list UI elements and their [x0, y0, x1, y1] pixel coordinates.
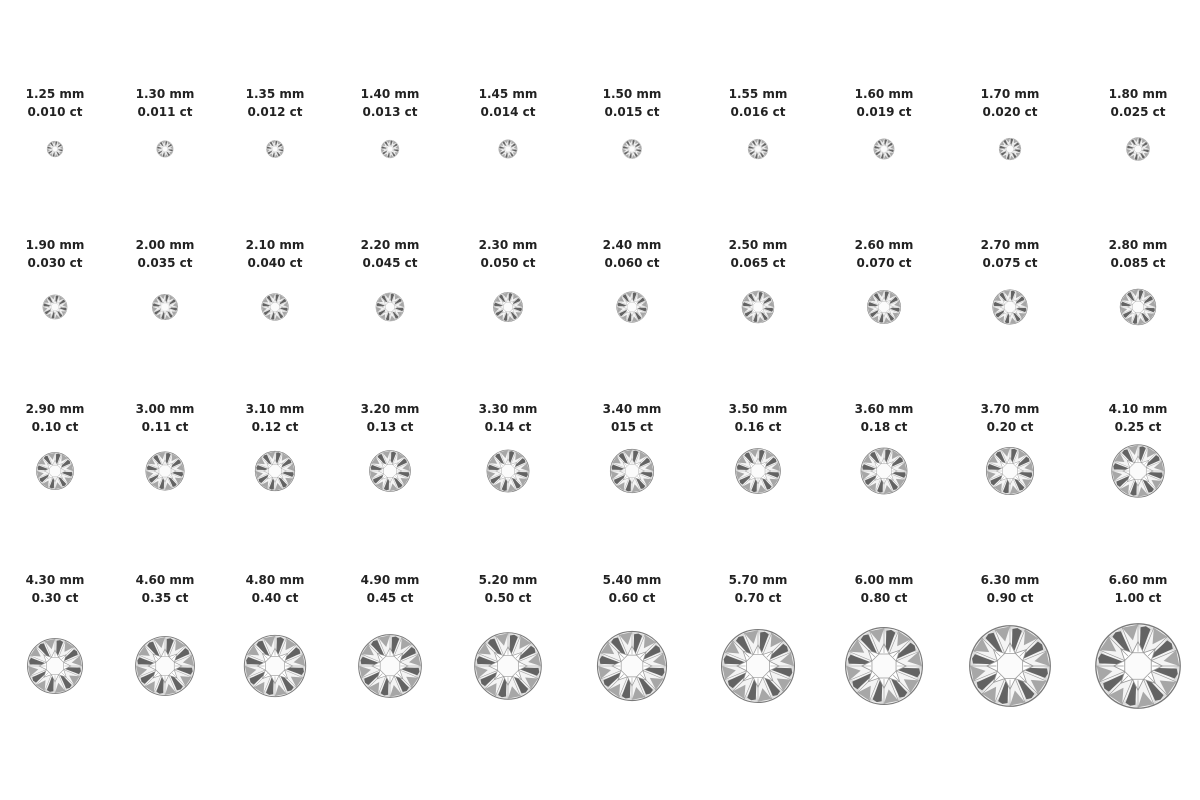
- diameter-label: 1.30 mm: [135, 87, 195, 101]
- carat-label: 0.90 ct: [986, 591, 1034, 605]
- diamond-icon: [357, 633, 422, 698]
- diamond-stone: [145, 451, 185, 491]
- carat-label: 0.040 ct: [247, 256, 303, 270]
- diamond-icon: [622, 139, 642, 159]
- diamond-icon: [720, 628, 796, 704]
- diameter-label: 3.10 mm: [245, 402, 305, 416]
- size-cell: [105, 400, 225, 436]
- diamond-stone: [473, 631, 542, 700]
- diamond-icon: [844, 626, 924, 706]
- carat-label: 0.010 ct: [27, 105, 83, 119]
- diamond-stone: [1094, 622, 1182, 710]
- size-cell: [572, 400, 692, 436]
- diamond-icon: [134, 635, 195, 696]
- size-cell: [572, 85, 692, 121]
- carat-label: 0.40 ct: [251, 591, 299, 605]
- carat-label: 0.18 ct: [860, 420, 908, 434]
- diamond-stone: [369, 450, 412, 493]
- diamond-icon: [735, 448, 782, 495]
- carat-label: 0.12 ct: [251, 420, 299, 434]
- diameter-label: 3.00 mm: [135, 402, 195, 416]
- size-cell: [950, 85, 1070, 121]
- carat-label: 0.016 ct: [730, 105, 786, 119]
- diamond-stone: [266, 140, 284, 158]
- diameter-label: 3.20 mm: [360, 402, 420, 416]
- carat-label: 0.35 ct: [141, 591, 189, 605]
- size-cell: [330, 400, 450, 436]
- diamond-stone: [844, 626, 924, 706]
- carat-label: 0.020 ct: [982, 105, 1038, 119]
- carat-label: 0.45 ct: [366, 591, 414, 605]
- diamond-stone: [36, 452, 75, 491]
- carat-label: 0.025 ct: [1110, 105, 1166, 119]
- diameter-label: 2.00 mm: [135, 238, 195, 252]
- size-cell: [1078, 571, 1198, 607]
- diamond-stone: [968, 624, 1052, 708]
- diameter-label: 1.25 mm: [25, 87, 85, 101]
- diameter-label: 2.40 mm: [602, 238, 662, 252]
- diamond-stone: [1111, 444, 1166, 499]
- carat-label: 0.045 ct: [362, 256, 418, 270]
- carat-label: 0.13 ct: [366, 420, 414, 434]
- diameter-label: 4.90 mm: [360, 573, 420, 587]
- diamond-stone: [498, 139, 517, 158]
- diamond-stone: [616, 291, 648, 323]
- diameter-label: 3.30 mm: [478, 402, 538, 416]
- diamond-icon: [493, 292, 524, 323]
- diamond-stone: [42, 294, 67, 319]
- diameter-label: 5.40 mm: [602, 573, 662, 587]
- carat-label: 0.16 ct: [734, 420, 782, 434]
- diamond-icon: [1111, 444, 1166, 499]
- diamond-icon: [741, 290, 774, 323]
- diamond-stone: [1119, 288, 1156, 325]
- size-cell: [1078, 236, 1198, 272]
- diamond-stone: [156, 140, 173, 157]
- diamond-icon: [36, 452, 75, 491]
- diamond-icon: [261, 293, 289, 321]
- diamond-stone: [26, 637, 83, 694]
- diamond-icon: [369, 450, 412, 493]
- size-cell: [824, 236, 944, 272]
- size-cell: [824, 571, 944, 607]
- diamond-icon: [375, 292, 404, 321]
- diamond-icon: [609, 448, 654, 493]
- carat-label: 0.035 ct: [137, 256, 193, 270]
- diameter-label: 1.35 mm: [245, 87, 305, 101]
- carat-label: 0.012 ct: [247, 105, 303, 119]
- size-cell: [215, 85, 335, 121]
- diamond-stone: [261, 293, 289, 321]
- size-cell: [448, 400, 568, 436]
- diamond-icon: [152, 294, 179, 321]
- diameter-label: 3.50 mm: [728, 402, 788, 416]
- size-cell: [1078, 85, 1198, 121]
- diamond-stone: [609, 448, 654, 493]
- carat-label: 0.10 ct: [31, 420, 79, 434]
- diameter-label: 6.00 mm: [854, 573, 914, 587]
- carat-label: 0.30 ct: [31, 591, 79, 605]
- size-cell: [572, 571, 692, 607]
- diamond-icon: [266, 140, 284, 158]
- size-cell: [0, 571, 115, 607]
- size-cell: [448, 236, 568, 272]
- diamond-stone: [1126, 137, 1150, 161]
- carat-label: 0.014 ct: [480, 105, 536, 119]
- size-cell: [950, 571, 1070, 607]
- size-cell: [105, 571, 225, 607]
- diamond-icon: [42, 294, 67, 319]
- diameter-label: 3.70 mm: [980, 402, 1040, 416]
- diamond-icon: [145, 451, 185, 491]
- diamond-stone: [152, 294, 179, 321]
- diamond-icon: [254, 450, 295, 491]
- diameter-label: 2.60 mm: [854, 238, 914, 252]
- carat-label: 0.070 ct: [856, 256, 912, 270]
- diamond-stone: [134, 635, 195, 696]
- carat-label: 0.11 ct: [141, 420, 189, 434]
- diamond-icon: [867, 290, 902, 325]
- diamond-icon: [26, 637, 83, 694]
- diameter-label: 2.90 mm: [25, 402, 85, 416]
- diameter-label: 1.60 mm: [854, 87, 914, 101]
- size-cell: [0, 400, 115, 436]
- diamond-icon: [748, 139, 769, 160]
- size-cell: [448, 85, 568, 121]
- size-cell: [105, 236, 225, 272]
- size-cell: [698, 571, 818, 607]
- size-cell: [330, 236, 450, 272]
- diameter-label: 2.30 mm: [478, 238, 538, 252]
- diamond-stone: [860, 447, 908, 495]
- diameter-label: 1.80 mm: [1108, 87, 1168, 101]
- diamond-stone: [596, 630, 668, 702]
- diameter-label: 1.45 mm: [478, 87, 538, 101]
- diameter-label: 2.70 mm: [980, 238, 1040, 252]
- diamond-stone: [748, 139, 769, 160]
- size-cell: [330, 85, 450, 121]
- diamond-icon: [985, 446, 1034, 495]
- carat-label: 0.60 ct: [608, 591, 656, 605]
- carat-label: 0.25 ct: [1114, 420, 1162, 434]
- size-cell: [824, 400, 944, 436]
- diamond-icon: [968, 624, 1052, 708]
- size-cell: [0, 85, 115, 121]
- carat-label: 0.050 ct: [480, 256, 536, 270]
- diameter-label: 5.20 mm: [478, 573, 538, 587]
- diamond-stone: [720, 628, 796, 704]
- diamond-icon: [156, 140, 173, 157]
- diamond-stone: [873, 138, 894, 159]
- diamond-stone: [741, 290, 774, 323]
- diamond-icon: [1126, 137, 1150, 161]
- diamond-stone: [381, 140, 400, 159]
- diameter-label: 2.50 mm: [728, 238, 788, 252]
- diameter-label: 6.30 mm: [980, 573, 1040, 587]
- diamond-icon: [992, 289, 1028, 325]
- carat-label: 1.00 ct: [1114, 591, 1162, 605]
- carat-label: 0.20 ct: [986, 420, 1034, 434]
- carat-label: 0.80 ct: [860, 591, 908, 605]
- diamond-icon: [47, 141, 64, 158]
- diameter-label: 1.70 mm: [980, 87, 1040, 101]
- size-cell: [1078, 400, 1198, 436]
- carat-label: 0.019 ct: [856, 105, 912, 119]
- size-cell: [215, 400, 335, 436]
- carat-label: 0.50 ct: [484, 591, 532, 605]
- diamond-icon: [1094, 622, 1182, 710]
- diamond-stone: [867, 290, 902, 325]
- diamond-icon: [860, 447, 908, 495]
- diamond-stone: [47, 141, 64, 158]
- diameter-label: 5.70 mm: [728, 573, 788, 587]
- diameter-label: 2.20 mm: [360, 238, 420, 252]
- carat-label: 0.14 ct: [484, 420, 532, 434]
- size-cell: [698, 85, 818, 121]
- diamond-icon: [873, 138, 894, 159]
- diameter-label: 1.50 mm: [602, 87, 662, 101]
- diamond-stone: [375, 292, 404, 321]
- carat-label: 0.030 ct: [27, 256, 83, 270]
- diamond-icon: [498, 139, 517, 158]
- size-cell: [215, 571, 335, 607]
- diameter-label: 6.60 mm: [1108, 573, 1168, 587]
- diamond-icon: [999, 138, 1022, 161]
- size-cell: [215, 236, 335, 272]
- size-cell: [698, 400, 818, 436]
- diameter-label: 2.10 mm: [245, 238, 305, 252]
- size-cell: [448, 571, 568, 607]
- diameter-label: 4.30 mm: [25, 573, 85, 587]
- carat-label: 0.085 ct: [1110, 256, 1166, 270]
- size-cell: [950, 236, 1070, 272]
- carat-label: 0.015 ct: [604, 105, 660, 119]
- carat-label: 015 ct: [610, 420, 654, 434]
- diameter-label: 1.55 mm: [728, 87, 788, 101]
- diameter-label: 4.10 mm: [1108, 402, 1168, 416]
- diameter-label: 2.80 mm: [1108, 238, 1168, 252]
- diamond-stone: [622, 139, 642, 159]
- diamond-stone: [486, 449, 530, 493]
- diamond-stone: [985, 446, 1034, 495]
- size-cell: [698, 236, 818, 272]
- carat-label: 0.060 ct: [604, 256, 660, 270]
- size-cell: [105, 85, 225, 121]
- size-cell: [330, 571, 450, 607]
- diamond-stone: [243, 634, 307, 698]
- diameter-label: 4.60 mm: [135, 573, 195, 587]
- carat-label: 0.065 ct: [730, 256, 786, 270]
- diamond-icon: [616, 291, 648, 323]
- carat-label: 0.011 ct: [137, 105, 193, 119]
- diamond-stone: [254, 450, 295, 491]
- size-cell: [824, 85, 944, 121]
- diameter-label: 1.40 mm: [360, 87, 420, 101]
- diamond-stone: [493, 292, 524, 323]
- diamond-icon: [486, 449, 530, 493]
- diameter-label: 4.80 mm: [245, 573, 305, 587]
- diameter-label: 3.40 mm: [602, 402, 662, 416]
- size-cell: [950, 400, 1070, 436]
- diamond-stone: [735, 448, 782, 495]
- size-cell: [0, 236, 115, 272]
- size-cell: [572, 236, 692, 272]
- carat-label: 0.013 ct: [362, 105, 418, 119]
- diamond-icon: [596, 630, 668, 702]
- diamond-stone: [357, 633, 422, 698]
- diamond-stone: [992, 289, 1028, 325]
- diamond-icon: [473, 631, 542, 700]
- diamond-icon: [1119, 288, 1156, 325]
- diamond-icon: [381, 140, 400, 159]
- carat-label: 0.70 ct: [734, 591, 782, 605]
- carat-label: 0.075 ct: [982, 256, 1038, 270]
- diamond-stone: [999, 138, 1022, 161]
- diamond-icon: [243, 634, 307, 698]
- diameter-label: 1.90 mm: [25, 238, 85, 252]
- diameter-label: 3.60 mm: [854, 402, 914, 416]
